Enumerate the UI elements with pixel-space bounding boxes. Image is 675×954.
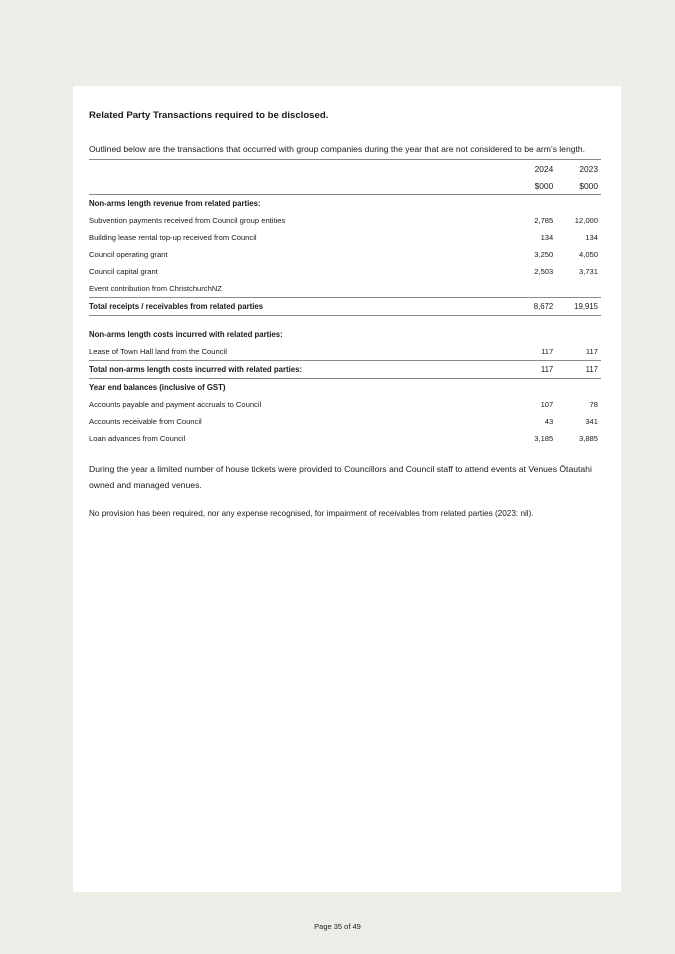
value-2024: 2,785	[534, 216, 554, 225]
costs-section-heading: Non-arms length costs incurred with related parties:	[89, 330, 283, 339]
row-label: Total non-arms length costs incurred with related parties:	[89, 361, 514, 379]
value-2024: 134	[540, 233, 554, 242]
document-page	[73, 86, 621, 892]
house-tickets-paragraph: During the year a limited number of house tickets were provided to Councillors and Council staff to attend events at Venues Ōtautahi owned and managed venues.	[89, 464, 592, 490]
section-heading: Related Party Transactions required to be disclosed.	[89, 110, 329, 121]
unit-2024-header: $000	[534, 180, 554, 191]
table-row	[89, 413, 601, 430]
value-2023: 3,731	[578, 267, 598, 276]
page-content	[89, 110, 601, 522]
row-label: Building lease rental top-up received from Council	[89, 233, 257, 242]
value-2024: 2,503	[534, 267, 554, 276]
value-2023: 134	[585, 233, 598, 242]
value-2024: 117	[514, 361, 557, 379]
row-label: Loan advances from Council	[89, 434, 186, 443]
value-2023: 3,885	[578, 434, 598, 443]
related-party-table	[89, 159, 601, 447]
table-row	[89, 263, 601, 280]
year-2023-header: 2023	[556, 160, 601, 178]
value-2023: 341	[585, 417, 598, 426]
table-row	[89, 396, 601, 413]
row-label: Accounts receivable from Council	[89, 417, 202, 426]
revenue-section-heading: Non-arms length revenue from related parties:	[89, 195, 601, 213]
year-header-row	[89, 160, 601, 178]
row-label: Council capital grant	[89, 267, 158, 276]
value-2024: 8,672	[514, 298, 557, 316]
unit-header-row	[89, 177, 601, 195]
table-row	[89, 343, 601, 361]
value-2024: 3,250	[534, 250, 554, 259]
impairment-paragraph: No provision has been required, nor any expense recognised, for impairment of receivables from related parties (2023: nil).	[89, 509, 534, 518]
value-2023: 19,915	[556, 298, 601, 316]
value-2023: 78	[589, 400, 598, 409]
spacer-row	[89, 316, 601, 327]
table-row	[89, 246, 601, 263]
unit-2023-header: $000	[579, 180, 598, 191]
value-2024: 43	[544, 417, 554, 426]
intro-paragraph: Outlined below are the transactions that occurred with group companies during the year that are not considered to be arm's length.	[89, 144, 586, 154]
value-2023: 4,050	[578, 250, 598, 259]
value-2023: 117	[556, 361, 601, 379]
costs-total-row	[89, 361, 601, 379]
table-row	[89, 212, 601, 229]
row-label: Lease of Town Hall land from the Council	[89, 347, 227, 356]
value-2024: 107	[540, 400, 554, 409]
value-2023: 117	[585, 347, 598, 356]
value-2024	[514, 280, 557, 298]
value-2023	[556, 280, 601, 298]
value-2024: 3,185	[534, 434, 554, 443]
row-label: Total receipts / receivables from related parties	[89, 298, 514, 316]
row-label: Accounts payable and payment accruals to Council	[89, 400, 262, 409]
revenue-total-row	[89, 298, 601, 316]
year-2024-header: 2024	[514, 160, 557, 178]
row-label: Subvention payments received from Council group entities	[89, 216, 286, 225]
balances-section-heading: Year end balances (inclusive of GST)	[89, 379, 601, 397]
value-2024: 117	[541, 347, 554, 356]
table-row	[89, 430, 601, 447]
page-number: Page 35 of 49	[314, 922, 361, 931]
value-2023: 12,000	[574, 216, 598, 225]
row-label: Council operating grant	[89, 250, 168, 259]
table-row	[89, 229, 601, 246]
row-label: Event contribution from ChristchurchNZ	[89, 284, 222, 293]
table-row	[89, 280, 601, 298]
